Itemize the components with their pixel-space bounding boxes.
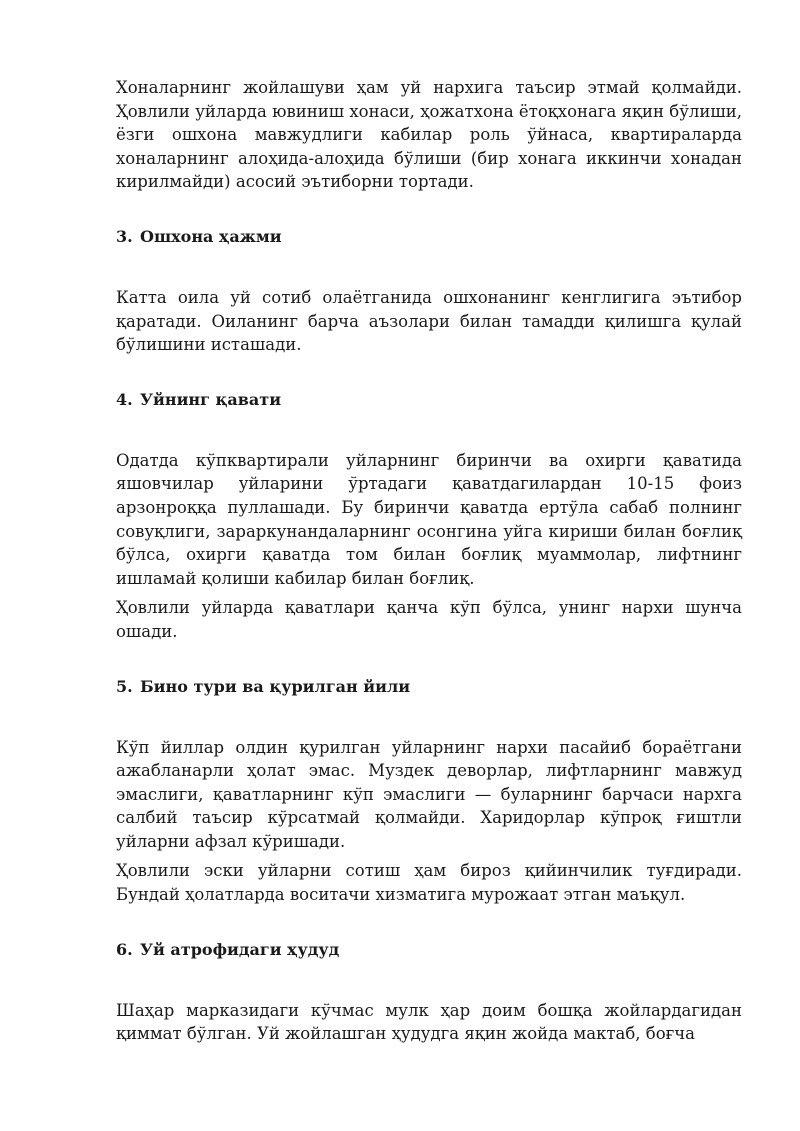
section-heading-floor — [116, 388, 742, 411]
section-paragraph: Шаҳар марказидаги кўчмас мулк ҳар доим бошқа жойлардагидан қиммат бўлган. Уй жойлашган ҳудудга яқин жойда мактаб, боғча — [116, 1000, 742, 1044]
section-number: 3. — [116, 226, 133, 246]
section-paragraph: Ҳовлили уйларда қаватлари қанча кўп бўлса, унинг нархи шунча ошади. — [116, 598, 742, 641]
section-number: 4. — [116, 389, 133, 409]
section-paragraph: Кўп йиллар олдин қурилган уйларнинг нархи пасайиб бораётгани ажабланарли ҳолат эмас. Муздек деворлар, лифтларнинг мавжуд эмаслиги, қаватларнинг кўп эмаслиги — буларнинг барчаси нархга салбий таъсир кўрсатмай қолмайди. Харидорлар кўпроқ ғиштли уйларни афзал кўришади. — [116, 737, 742, 851]
section-paragraph: Ҳовлили эски уйларни сотиш ҳам бироз қийинчилик туғдиради. Бундай ҳолатларда воситачи хизматига мурожаат этган маъқул. — [116, 861, 742, 905]
section-title: Бино тури ва қурилган йили — [140, 676, 411, 696]
section-number: 6. — [116, 939, 133, 959]
section-title: Ошхона ҳажми — [140, 226, 282, 246]
section-heading-kitchen — [116, 225, 742, 248]
section-heading-surroundings — [116, 938, 742, 961]
section-title: Уйнинг қавати — [140, 389, 282, 409]
section-title: Уй атрофидаги ҳудуд — [140, 939, 340, 959]
section-paragraph: Катта оила уй сотиб олаётганида ошхонанинг кенглигига эътибор қаратади. Оиланинг барча аъзолари билан тамадди қилишга қулай бўлишини исташади. — [116, 287, 742, 355]
intro-paragraph: Хоналарнинг жойлашуви ҳам уй нархига таъсир этмай қолмайди. Ҳовлили уйларда ювиниш хонаси, ҳожатхона ётоқхонага яқин бўлиши, ёзги ошхона мавжудлиги кабилар роль ўйнаса, квартираларда хоналарнинг алоҳида-алоҳида бўлиши (бир хонага иккинчи хонадан кирилмайди) асосий эътиборни тортади. — [116, 78, 742, 192]
section-number: 5. — [116, 676, 133, 696]
section-heading-building-type — [116, 675, 742, 698]
document-page — [116, 76, 742, 1046]
section-paragraph: Одатда кўпквартирали уйларнинг биринчи ва охирги қаватида яшовчилар уйларини ўртадаги қаватдагилардан 10-15 фоиз арзонроққа пуллашади. Бу биринчи қаватда ертўла сабаб полнинг совуқлиги, зараркунандаларнинг осонгина уйга кириши билан боғлиқ бўлса, охирги қаватда том билан боғлиқ муаммолар, лифтнинг ишламай қолиши кабилар билан боғлиқ. — [116, 450, 742, 588]
